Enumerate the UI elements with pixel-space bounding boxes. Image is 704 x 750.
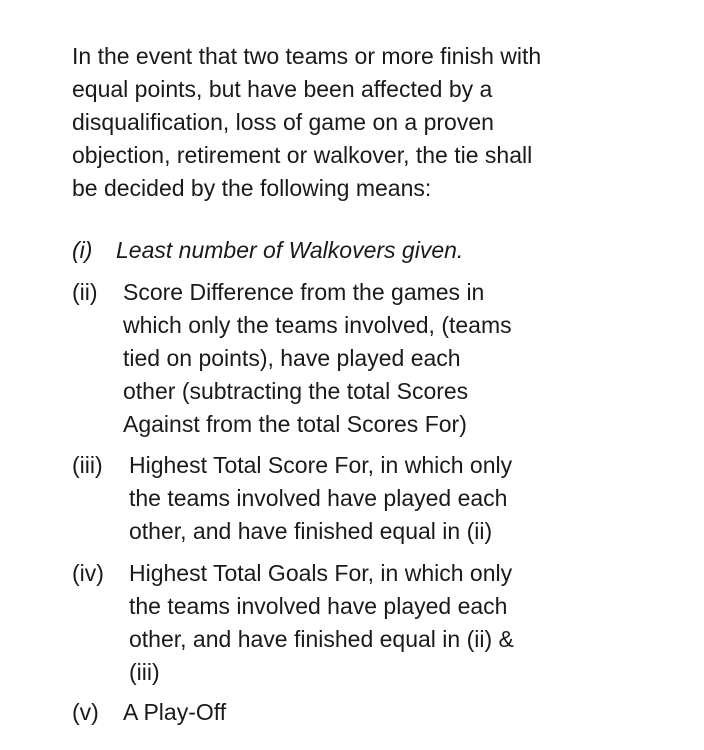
list-item-number: (iv) [72,560,104,586]
list-item-line: (iii) [129,659,160,685]
intro-line: In the event that two teams or more finish with [72,43,542,69]
intro-line: disqualification, loss of game on a proven [72,109,494,135]
list-item-line: Against from the total Scores For) [123,411,467,437]
list-item-line: which only the teams involved, (teams [123,312,512,338]
list-item-text: Least number of Walkovers given. [116,237,464,263]
list-item-line: other, and have finished equal in (ii) [129,518,493,544]
list-item-line: tied on points), have played each [123,345,461,371]
list-item-line: other, and have finished equal in (ii) & [129,626,514,652]
list-item-number: (v) [72,699,99,725]
list-item-text: A Play-Off [123,699,227,725]
intro-line: objection, retirement or walkover, the tie shall [72,142,533,168]
intro-line: be decided by the following means: [72,175,432,201]
list-item-line: other (subtracting the total Scores [123,378,469,404]
list-item-line: Highest Total Score For, in which only [129,452,513,478]
list-item-number: (iii) [72,452,103,478]
intro-line: equal points, but have been affected by a [72,76,493,102]
list-item-line: the teams involved have played each [129,593,508,619]
list-item-line: Score Difference from the games in [123,279,485,305]
list-item-number: (ii) [72,279,98,305]
list-item-line: the teams involved have played each [129,485,508,511]
list-item-number: (i) [72,237,93,263]
list-item-line: Highest Total Goals For, in which only [129,560,513,586]
intro-paragraph [72,40,672,205]
